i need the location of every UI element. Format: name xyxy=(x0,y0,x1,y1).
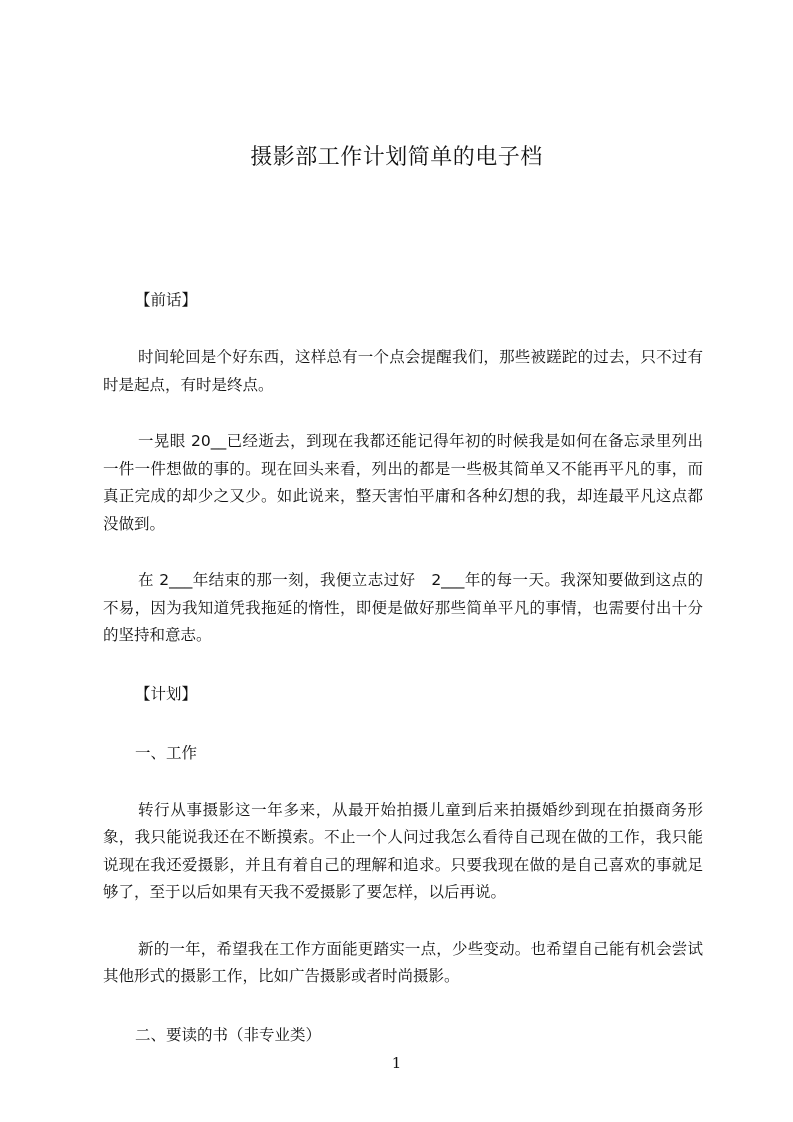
document-body xyxy=(103,285,703,1079)
document-title: 摄影部工作计划简单的电子档 xyxy=(250,145,543,170)
paragraph: 一晃眼 20__已经逝去，到现在我都还能记得年初的时候我是如何在备忘录里列出一件一件想做的事的。现在回头来看，列出的都是一些极其简单又不能再平凡的事，而真正完成的却少之又少。如此说来，整天害怕平庸和各种幻想的我，却连最平凡这点都没做到。 xyxy=(103,432,703,533)
section-heading-plan: 【计划】 xyxy=(135,684,198,703)
paragraph: 在 2___年结束的那一刻，我便立志过好 2___年的每一天。我深知要做到这点的不易，因为我知道凭我拖延的惰性，即便是做好那些简单平凡的事情，也需要付出十分的坚持和意志。 xyxy=(103,571,703,644)
paragraph: 新的一年，希望我在工作方面能更踏实一点，少些变动。也希望自己能有机会尝试其他形式的摄影工作，比如广告摄影或者时尚摄影。 xyxy=(103,939,703,985)
page-number: 1 xyxy=(391,1054,402,1072)
section-heading-work: 一、工作 xyxy=(135,743,198,762)
section-heading-preface: 【前话】 xyxy=(135,291,198,309)
paragraph: 转行从事摄影这一年多来，从最开始拍摄儿童到后来拍摄婚纱到现在拍摄商务形象，我只能说我还在不断摸索。不止一个人问过我怎么看待自己现在做的工作，我只能说现在我还爱摄影，并且有着自己的理解和追求。只要我现在做的是自己喜欢的事就足够了，至于以后如果有天我不爱摄影了要怎样，以后再说。 xyxy=(103,800,703,901)
paragraph: 时间轮回是个好东西，这样总有一个点会提醒我们，那些被蹉跎的过去，只不过有时是起点，有时是终点。 xyxy=(103,348,703,394)
section-heading-books: 二、要读的书（非专业类） xyxy=(135,1025,322,1044)
